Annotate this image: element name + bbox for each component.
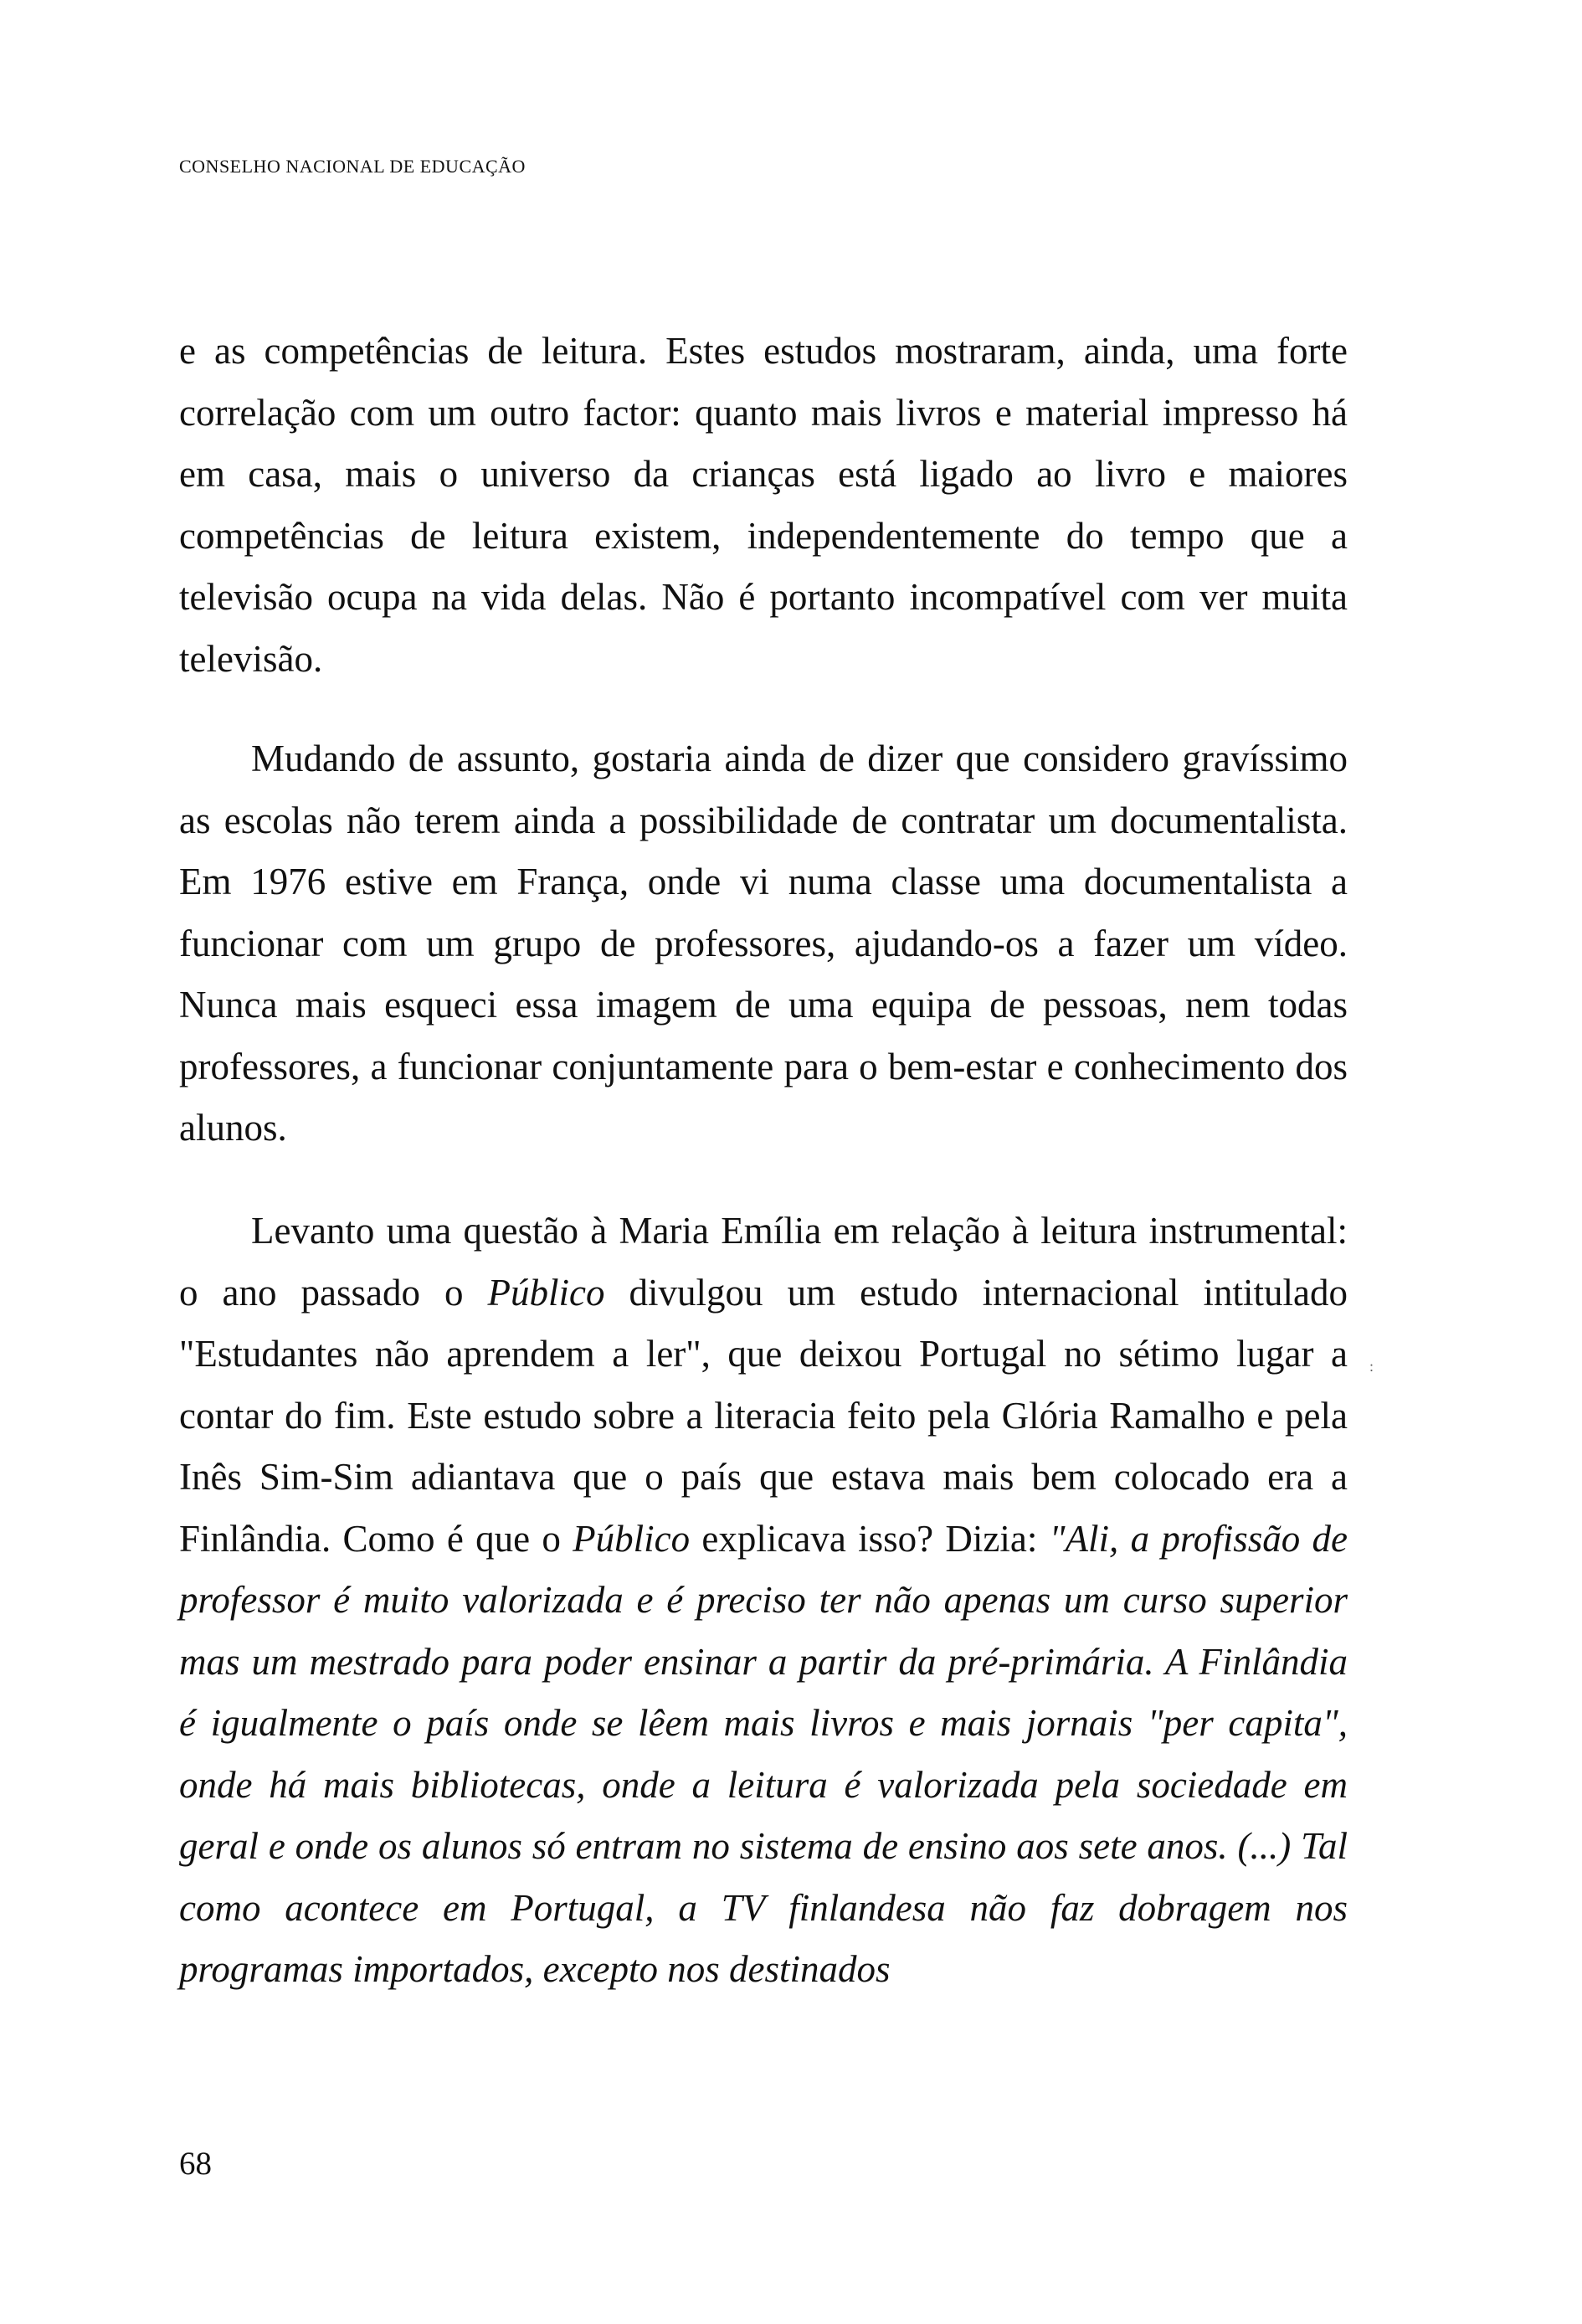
newspaper-title: Público — [573, 1517, 691, 1560]
quoted-passage: "Ali, a profissão de professor é muito valorizada e é preciso ter não apenas um curso superior mas um mestrado para poder ensinar a partir da pré-primária. A Finlândia é igualmente o país onde se lêem mais livros e mais jornais "per capita", onde há mais bibliotecas, onde a leitura é valorizada pela sociedade em geral e onde os alunos só entram no sistema de ensino aos sete anos. (...) Tal como acontece em Portugal, a TV finlandesa não faz dobragem nos programas importados, excepto nos destinados — [179, 1517, 1348, 1990]
newspaper-title: Público — [487, 1271, 605, 1314]
paragraph-3-text-2: divulgou um estudo internacional intitulado "Estudantes não aprendem a ler", que deixou Portugal no sétimo lugar a contar do fim. Este estudo sobre a literacia feito pela Glória Ramalho e pela Inês Sim-Sim adiantava que o país que estava mais bem colocado era a Finlândia. Como é que o — [179, 1271, 1348, 1560]
paragraph-3-text-1: Levanto uma questão à Maria Emília em relação à leitura instrumental: o ano passado o — [179, 1210, 1348, 1314]
paragraph-3 — [179, 1201, 1348, 2001]
margin-mark: : — [1369, 1358, 1374, 1375]
paragraph-3-text-3: explicava isso? Dizia: — [690, 1517, 1050, 1560]
running-header: CONSELHO NACIONAL DE EDUCAÇÃO — [179, 156, 526, 177]
paragraph-1: e as competências de leitura. Estes estudos mostraram, ainda, uma forte correlação com um outro factor: quanto mais livros e material impresso há em casa, mais o universo da crianças está ligado ao livro e maiores competências de leitura existem, independentemente do tempo que a televisão ocupa na vida delas. Não é portanto incompatível com ver muita televisão. — [179, 330, 1348, 680]
page-number: 68 — [179, 2146, 212, 2182]
paragraph-2: Mudando de assunto, gostaria ainda de dizer que considero gravíssimo as escolas não terem ainda a possibilidade de contratar um documentalista. Em 1976 estive em França, onde vi numa classe uma documentalista a funcionar com um grupo de professores, ajudando-os a fazer um vídeo. Nunca mais esqueci essa imagem de uma equipa de pessoas, nem todas professores, a funcionar conjuntamente para o bem-estar e conhecimento dos alunos. — [179, 738, 1348, 1149]
